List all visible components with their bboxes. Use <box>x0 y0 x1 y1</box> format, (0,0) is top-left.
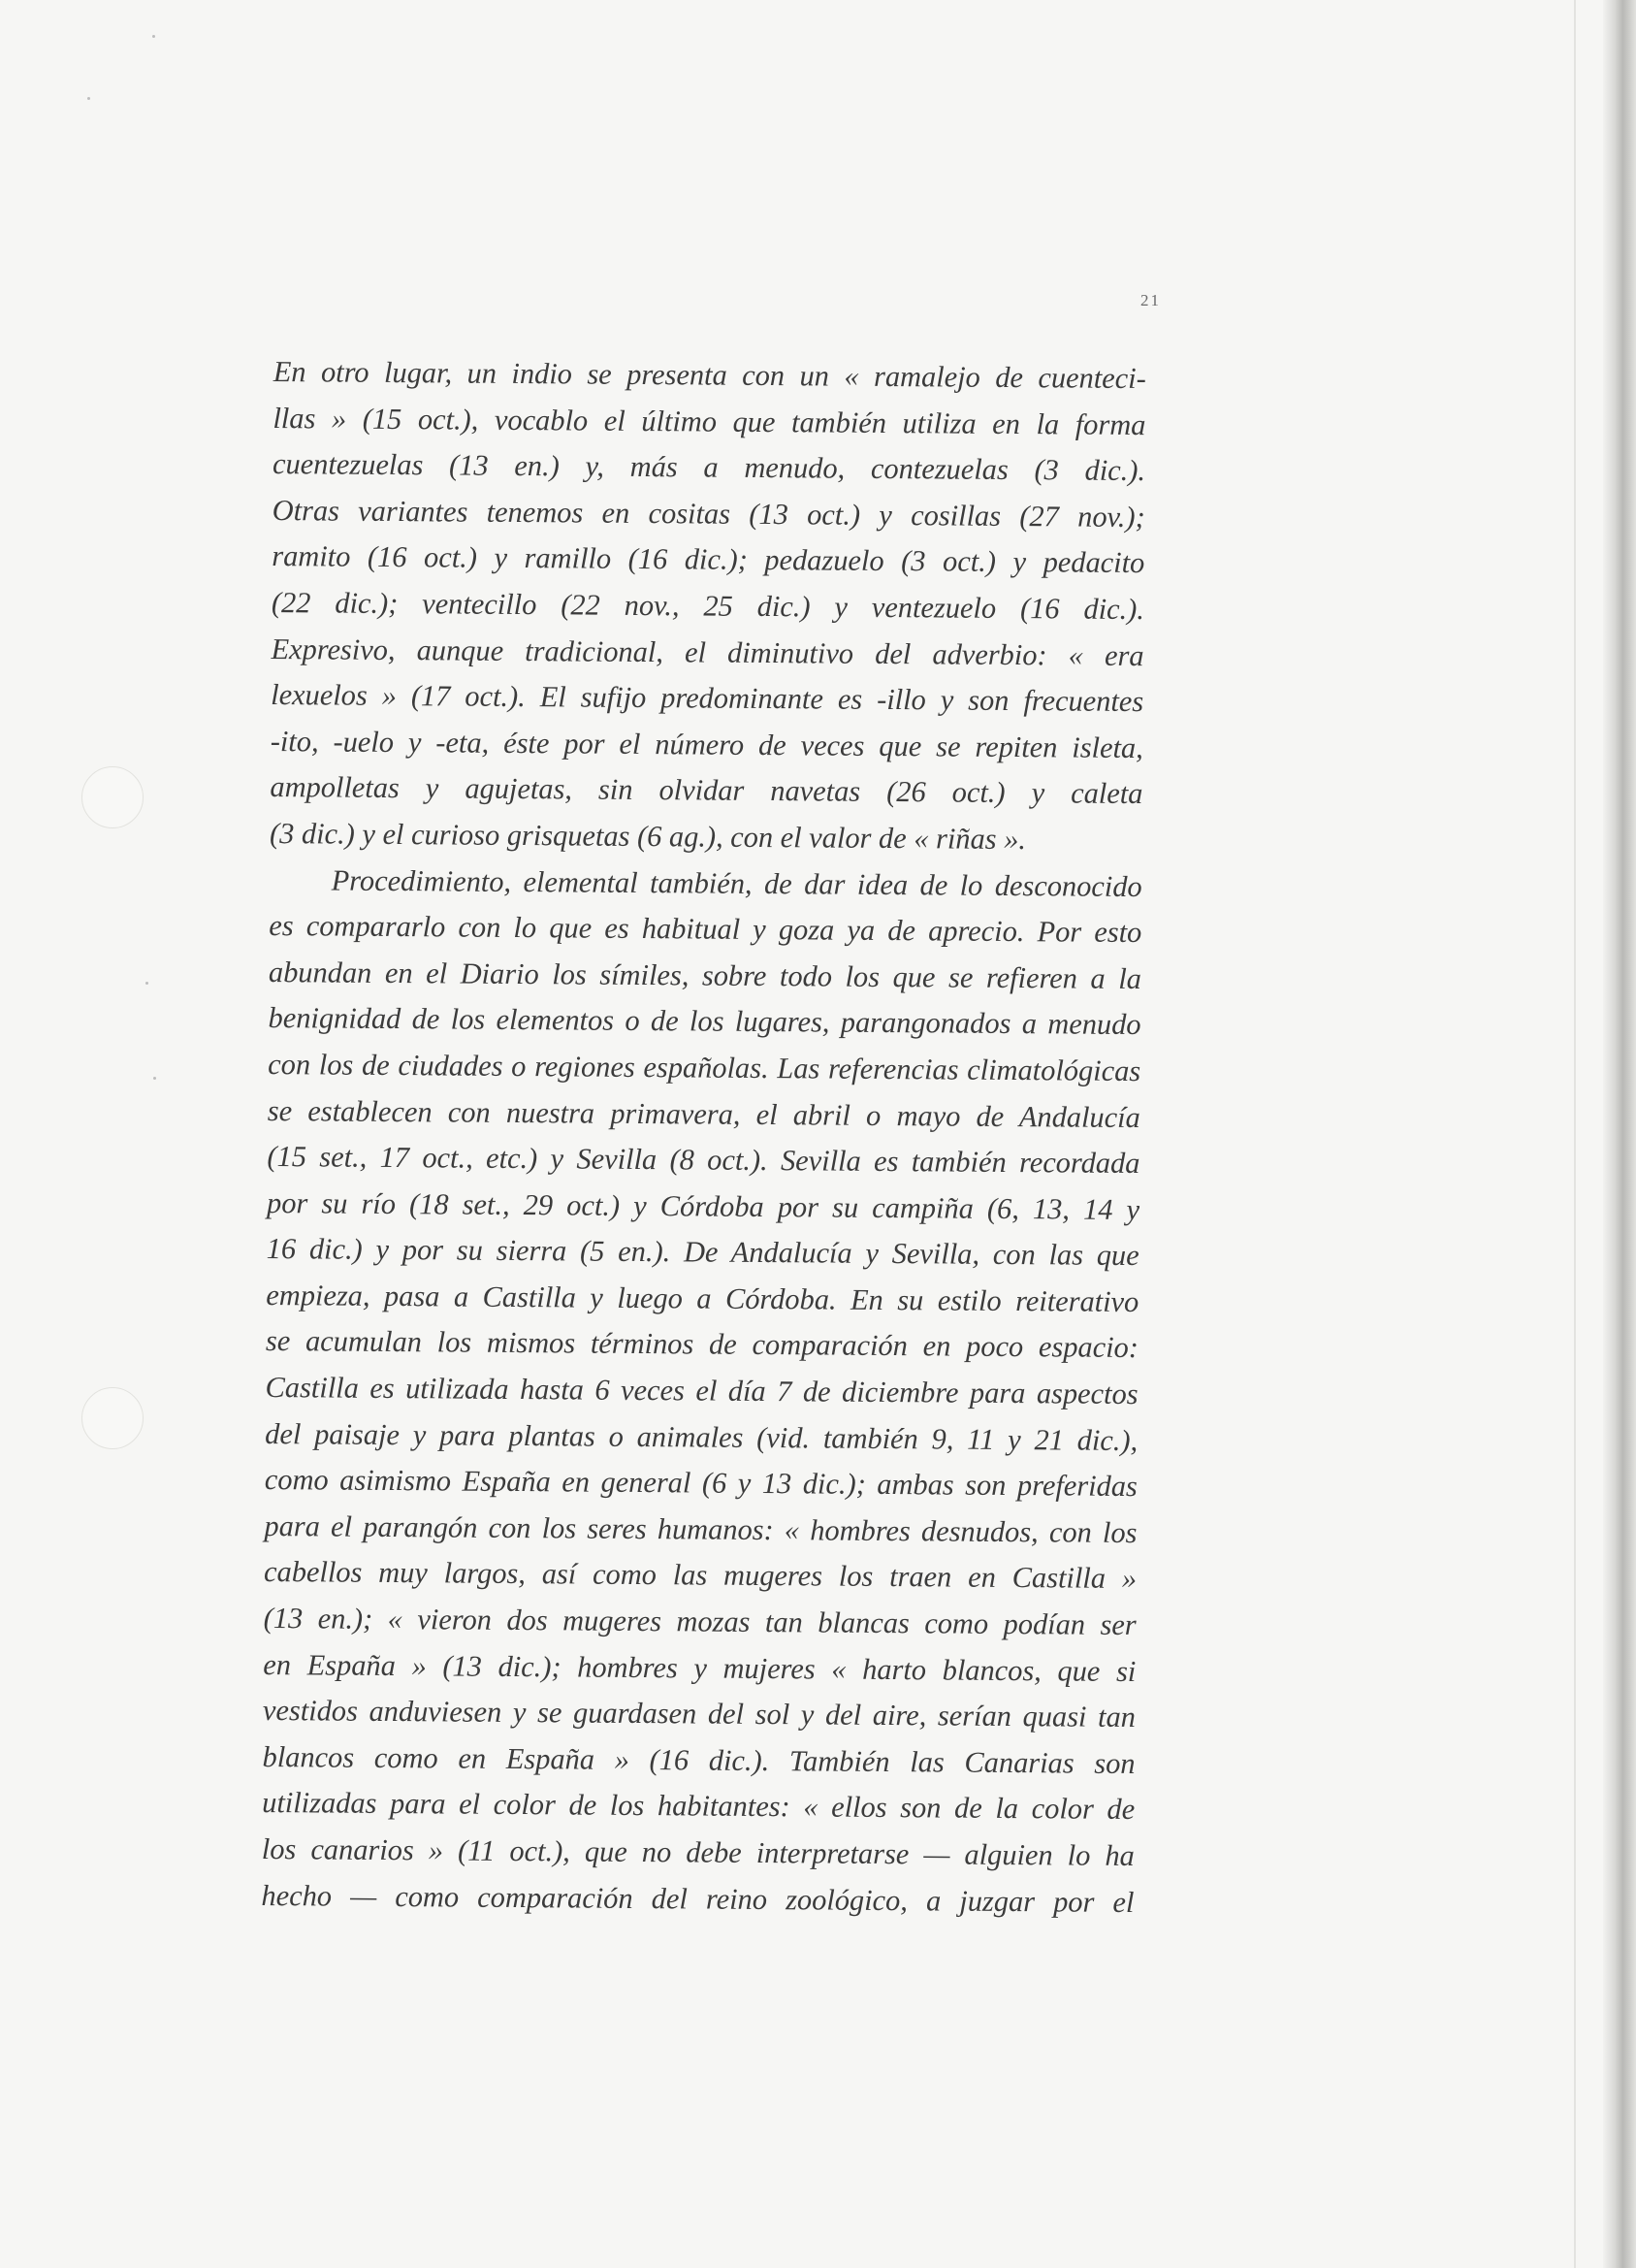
text-line: benignidad de los elementos o de los lugares, parangonados a menudo <box>268 1001 1141 1042</box>
text-line: Castilla es utilizada hasta 6 veces el día 7 de diciembre para aspectos <box>265 1371 1139 1411</box>
speck <box>153 1077 156 1080</box>
text-line: Procedimiento, elemental también, de dar idea de lo desconocido <box>331 863 1142 903</box>
text-line: cuentezuelas (13 en.) y, más a menudo, contezuelas (3 dic.). <box>272 447 1146 488</box>
body-text <box>261 349 1146 1926</box>
punch-hole-bottom <box>81 1387 144 1449</box>
text-line: cabellos muy largos, así como las mugeres los traen en Castilla » <box>263 1555 1138 1596</box>
text-line: por su río (18 set., 29 oct.) y Córdoba por su campiña (6, 13, 14 y <box>266 1185 1140 1226</box>
text-line: -ito, -uelo y -eta, éste por el número de veces que se repiten isleta, <box>270 724 1143 764</box>
text-line: (15 set., 17 oct., etc.) y Sevilla (8 oct.). Sevilla es también recordada <box>267 1140 1140 1181</box>
text-line: abundan en el Diario los símiles, sobre todo los que se refieren a la <box>268 955 1142 995</box>
punch-hole-top <box>81 766 144 828</box>
text-line: (22 dic.); ventecillo (22 nov., 25 dic.) y ventezuelo (16 dic.). <box>271 585 1145 627</box>
text-line: ramito (16 oct.) y ramillo (16 dic.); pedazuelo (3 oct.) y pedacito <box>272 539 1145 580</box>
text-line: blancos como en España » (16 dic.). También las Canarias son <box>262 1739 1136 1780</box>
text-line: utilizadas para el color de los habitantes: « ellos son de la color de <box>262 1786 1136 1827</box>
page-fold-line <box>1574 0 1576 2268</box>
speck <box>152 35 155 38</box>
text-line: 16 dic.) y por su sierra (5 en.). De Andalucía y Sevilla, con las que <box>266 1232 1139 1273</box>
text-line: Expresivo, aunque tradicional, el diminutivo del adverbio: « era <box>271 632 1144 672</box>
page-right-edge <box>1603 0 1636 2268</box>
text-line: (3 dic.) y el curioso grisquetas (6 ag.), con el valor de « riñas ». <box>269 816 1027 857</box>
text-line: con los de ciudades o regiones españolas. Las referencias climatológicas <box>268 1047 1141 1087</box>
text-line: lexuelos » (17 oct.). El sufijo predominante es -illo y son frecuentes <box>271 678 1144 719</box>
text-line: En otro lugar, un indio se presenta con un « ramalejo de cuenteci- <box>273 354 1146 396</box>
text-line: hecho — como comparación del reino zoológico, a juzgar por el <box>261 1878 1135 1919</box>
text-line: se acumulan los mismos términos de comparación en poco espacio: <box>265 1324 1139 1365</box>
text-line: los canarios » (11 oct.), que no debe interpretarse — alguien lo ha <box>261 1831 1135 1873</box>
speck <box>87 97 90 100</box>
text-line: ampolletas y agujetas, sin olvidar navetas (26 oct.) y caleta <box>270 770 1143 811</box>
text-line: llas » (15 oct.), vocablo el último que también utiliza en la forma <box>273 401 1146 441</box>
text-line: empieza, pasa a Castilla y luego a Córdoba. En su estilo reiterativo <box>266 1278 1139 1318</box>
text-line: en España » (13 dic.); hombres y mujeres « harto blancos, que si <box>263 1647 1137 1688</box>
text-line: vestidos anduviesen y se guardasen del sol y del aire, serían quasi tan <box>262 1694 1137 1734</box>
text-line: Otras variantes tenemos en cositas (13 oct.) y cosillas (27 nov.); <box>272 493 1145 534</box>
text-line: para el parangón con los seres humanos: « hombres desnudos, con los <box>264 1508 1138 1549</box>
text-line: es compararlo con lo que es habitual y goza ya de aprecio. Por esto <box>269 909 1142 950</box>
text-line: del paisaje y para plantas o animales (vid. también 9, 11 y 21 dic.), <box>265 1416 1139 1457</box>
page-number: 21 <box>1140 291 1161 309</box>
text-line: como asimismo España en general (6 y 13 dic.); ambas son preferidas <box>264 1463 1138 1504</box>
text-line: (13 en.); « vieron dos mugeres mozas tan blancas como podían ser <box>263 1601 1137 1642</box>
text-line: se establecen con nuestra primavera, el abril o mayo de Andalucía <box>267 1093 1140 1134</box>
speck <box>145 982 148 985</box>
